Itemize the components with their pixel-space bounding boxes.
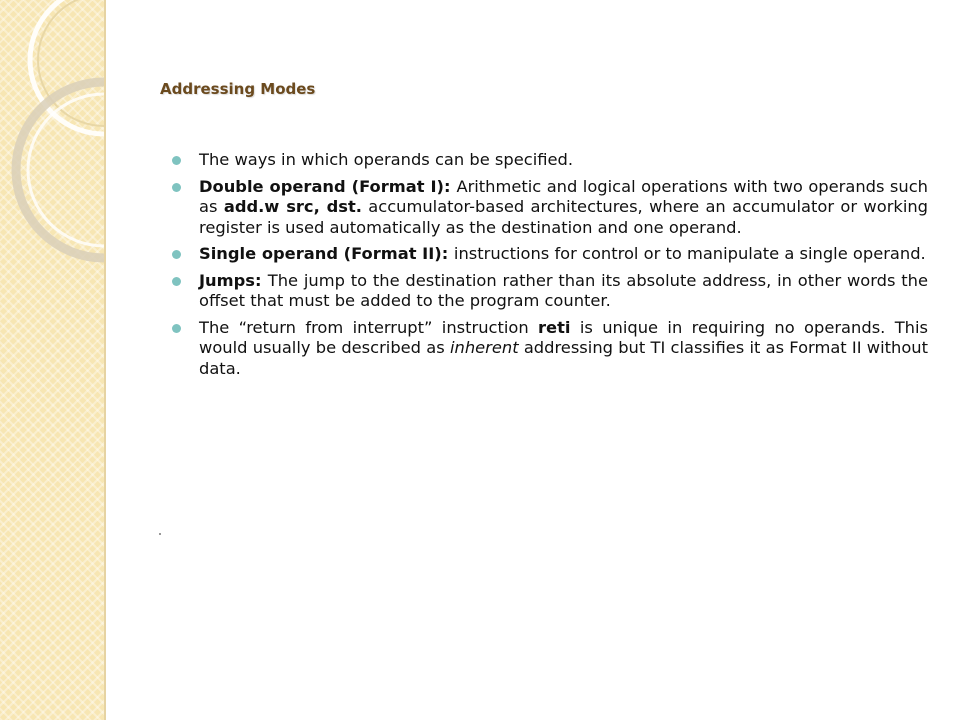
sidebar-divider [104,0,106,720]
bullet-text: is unique in requiring no operands. This would usually be described as [199,317,928,357]
bullet-text: The jump to the destination rather than its absolute address, in other words the offset that must be added to the program counter. [199,270,928,310]
bullet-item [172,318,928,380]
stray-dot [159,533,161,535]
bullet-text: instructions for control or to manipulate a single operand. [453,244,926,263]
bullet-text: inherent [449,338,519,357]
slide-title: Addressing Modes [160,80,316,98]
bullet-text: The “return from interrupt” instruction [199,317,539,337]
bullet-item [172,244,928,265]
bullet-dot-icon [172,156,181,165]
bullet-item [172,177,928,239]
bullet-text: accumulator-based architectures, where an accumulator or working register is used automatically as the destination and one operand. [199,197,928,237]
decorative-circles [0,0,106,720]
bullet-list [172,150,928,385]
decorative-sidebar [0,0,106,720]
bullet-text: reti [538,317,571,337]
bullet-dot-icon [172,277,181,286]
bullet-item [172,271,928,312]
bullet-text: Arithmetic and logical operations with two operands such as [199,176,928,216]
bullet-dot-icon [172,183,181,192]
bullet-text: The ways in which operands can be specified. [199,150,573,169]
bullet-text: addressing but TI classifies it as Format II without data. [199,338,928,378]
bullet-item [172,150,928,171]
bullet-text: Single operand (Format II): [199,244,454,263]
bullet-dot-icon [172,324,181,333]
bullet-text: Double operand (Format I): [199,176,457,196]
bullet-dot-icon [172,250,181,259]
bullet-text: add.w src, dst. [223,197,362,216]
bullet-text: Jumps: [199,270,268,290]
